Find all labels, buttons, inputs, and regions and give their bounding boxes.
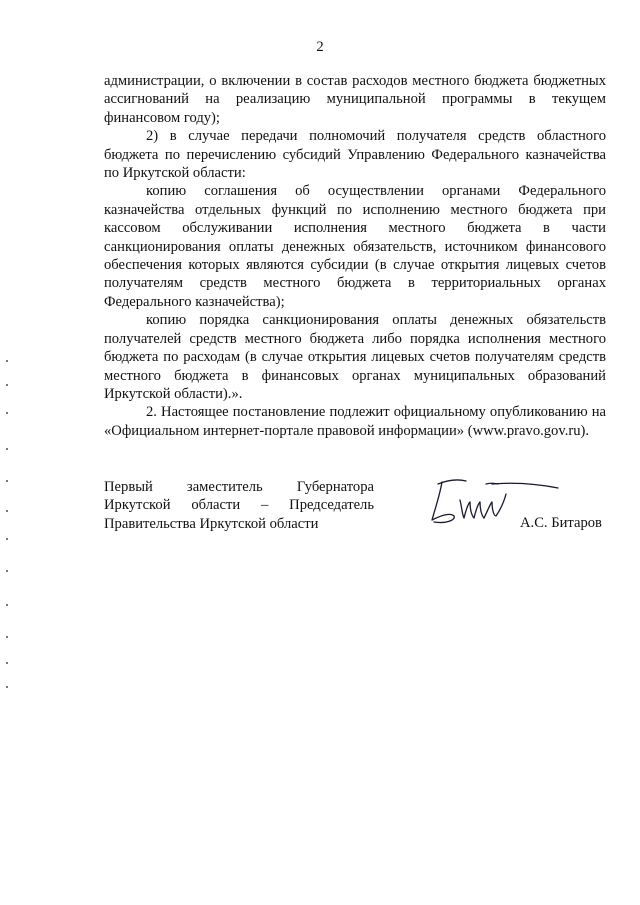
document-body bbox=[104, 72, 606, 440]
signatory-name: А.С. Битаров bbox=[520, 515, 602, 531]
paragraph-2: 2) в случае передачи полномочий получателя средств областного бюджета по перечислению субсидий Управлению Федерального казначейства по Иркутской области: bbox=[104, 128, 606, 182]
position-line-3: Правительства Иркутской области bbox=[104, 515, 319, 532]
paragraph-1: администрации, о включении в состав расходов местного бюджета бюджетных ассигнований на реализацию муниципальной программы в текущем финансовом году); bbox=[104, 73, 606, 126]
position-line-2: Иркутской области – Председатель bbox=[104, 497, 374, 514]
position-line-1: Первый заместитель Губернатора bbox=[104, 479, 374, 495]
paragraph-3: копию соглашения об осуществлении органами Федерального казначейства отдельных функций по исполнению местного бюджета при кассовом обслуживании исполнения местного бюджета в части санкционирования оплаты денежных обязательств, источником финансового обеспечения которых являются субсидии (в случае открытия лицевых счетов получателям средств местного бюджета в территориальных органах Федерального казначейства); bbox=[104, 183, 606, 310]
page-number: 2 bbox=[316, 39, 324, 55]
signatory-position bbox=[104, 478, 374, 533]
scan-margin-dots bbox=[6, 360, 10, 690]
paragraph-5: 2. Настоящее постановление подлежит официальному опубликованию на «Официальном интернет-портале правовой информации» (www.pravo.gov.ru). bbox=[104, 404, 606, 439]
paragraph-4: копию порядка санкционирования оплаты денежных обязательств получателей средств местного бюджета либо порядка исполнения местного бюджета по расходам (в случае открытия лицевых счетов получателям средств местного бюджета в финансовых органах муниципальных образований Иркутской области).». bbox=[104, 312, 606, 402]
